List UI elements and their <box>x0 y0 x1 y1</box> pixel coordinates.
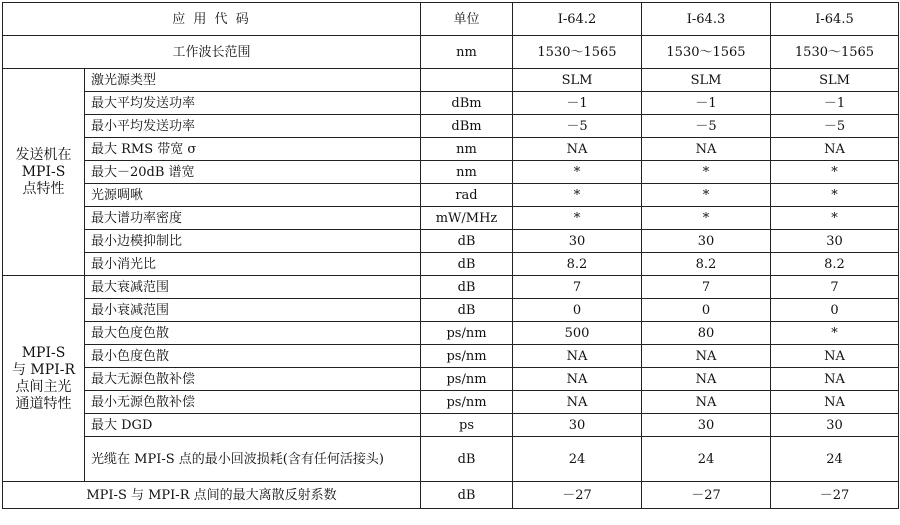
group-label-line: MPI-S <box>21 163 66 180</box>
value-cell: 30 <box>771 414 899 437</box>
table-row <box>3 253 899 276</box>
value-cell: NA <box>771 138 899 161</box>
param-cell: 最小平均发送功率 <box>85 115 421 138</box>
app-code-header: 应 用 代 码 <box>3 3 421 36</box>
table-row <box>3 345 899 368</box>
value-cell: 7 <box>642 276 771 299</box>
unit-cell: ps/nm <box>421 368 513 391</box>
code-header: I-64.2 <box>513 3 642 36</box>
value-cell: NA <box>642 368 771 391</box>
table-row <box>3 368 899 391</box>
table-row <box>3 437 899 482</box>
param-cell: MPI-S 与 MPI-R 点间的最大离散反射系数 <box>3 482 421 509</box>
unit-cell: dBm <box>421 115 513 138</box>
group-label-line: 点间主光 <box>15 378 72 395</box>
spec-table <box>2 2 899 509</box>
unit-cell <box>421 69 513 92</box>
value-cell: －1 <box>771 92 899 115</box>
group-label-line: 通道特性 <box>15 395 72 412</box>
param-cell: 最小色度色散 <box>85 345 421 368</box>
value-cell: －1 <box>513 92 642 115</box>
wavelength-value: 1530～1565 <box>642 36 771 69</box>
value-cell: NA <box>513 345 642 368</box>
unit-cell: ps <box>421 414 513 437</box>
value-cell: NA <box>642 391 771 414</box>
value-cell: * <box>771 207 899 230</box>
unit-cell: rad <box>421 184 513 207</box>
value-cell: * <box>642 207 771 230</box>
value-cell: 7 <box>513 276 642 299</box>
value-cell: SLM <box>771 69 899 92</box>
param-cell: 最大色度色散 <box>85 322 421 345</box>
wavelength-value: 1530～1565 <box>513 36 642 69</box>
value-cell: －5 <box>513 115 642 138</box>
unit-cell: dB <box>421 482 513 509</box>
value-cell: 8.2 <box>513 253 642 276</box>
unit-cell: dBm <box>421 92 513 115</box>
param-cell: 最小边模抑制比 <box>85 230 421 253</box>
value-cell: 7 <box>771 276 899 299</box>
table-row <box>3 138 899 161</box>
param-cell: 光源啁啾 <box>85 184 421 207</box>
wavelength-label: 工作波长范围 <box>3 36 421 69</box>
value-cell: * <box>771 161 899 184</box>
param-cell: 最小衰减范围 <box>85 299 421 322</box>
unit-cell: dB <box>421 253 513 276</box>
unit-cell: dB <box>421 276 513 299</box>
wavelength-unit: nm <box>421 36 513 69</box>
value-cell: －5 <box>642 115 771 138</box>
value-cell: 30 <box>642 414 771 437</box>
wavelength-value: 1530～1565 <box>771 36 899 69</box>
value-cell: 80 <box>642 322 771 345</box>
group-label-line: 发送机在 <box>15 146 72 163</box>
table-row <box>3 482 899 509</box>
value-cell: 24 <box>642 437 771 482</box>
value-cell: 30 <box>513 414 642 437</box>
param-cell: 最小无源色散补偿 <box>85 391 421 414</box>
value-cell: * <box>513 161 642 184</box>
table-row <box>3 207 899 230</box>
unit-cell: ps/nm <box>421 345 513 368</box>
value-cell: NA <box>771 391 899 414</box>
param-cell: 最大平均发送功率 <box>85 92 421 115</box>
wavelength-row <box>3 36 899 69</box>
table-row <box>3 69 899 92</box>
value-cell: 30 <box>771 230 899 253</box>
unit-cell: dB <box>421 437 513 482</box>
value-cell: 0 <box>642 299 771 322</box>
table-row <box>3 322 899 345</box>
param-cell: 最大 DGD <box>85 414 421 437</box>
group-label-line: 点特性 <box>22 180 65 197</box>
value-cell: 30 <box>642 230 771 253</box>
value-cell: NA <box>771 368 899 391</box>
unit-cell: nm <box>421 161 513 184</box>
group-label <box>3 276 85 482</box>
param-cell: 最小消光比 <box>85 253 421 276</box>
table-row <box>3 299 899 322</box>
value-cell: 24 <box>513 437 642 482</box>
value-cell: NA <box>771 345 899 368</box>
value-cell: NA <box>513 391 642 414</box>
unit-cell: dB <box>421 299 513 322</box>
table-row <box>3 161 899 184</box>
table-row <box>3 414 899 437</box>
param-cell: 激光源类型 <box>85 69 421 92</box>
value-cell: * <box>513 184 642 207</box>
value-cell: * <box>771 184 899 207</box>
value-cell: NA <box>513 138 642 161</box>
value-cell: 500 <box>513 322 642 345</box>
value-cell: * <box>513 207 642 230</box>
unit-cell: nm <box>421 138 513 161</box>
table-row <box>3 115 899 138</box>
unit-cell: ps/nm <box>421 391 513 414</box>
param-cell: 最大无源色散补偿 <box>85 368 421 391</box>
value-cell: * <box>642 184 771 207</box>
param-cell: 最大－20dB 谱宽 <box>85 161 421 184</box>
value-cell: SLM <box>513 69 642 92</box>
value-cell: 8.2 <box>642 253 771 276</box>
value-cell: * <box>771 322 899 345</box>
group-label-line: 与 MPI-R <box>11 361 75 378</box>
value-cell: SLM <box>642 69 771 92</box>
value-cell: 0 <box>513 299 642 322</box>
table-row <box>3 92 899 115</box>
table-row <box>3 230 899 253</box>
value-cell: －27 <box>771 482 899 509</box>
value-cell: 8.2 <box>771 253 899 276</box>
value-cell: * <box>642 161 771 184</box>
value-cell: －27 <box>642 482 771 509</box>
code-header: I-64.5 <box>771 3 899 36</box>
param-cell: 最大衰减范围 <box>85 276 421 299</box>
table-row <box>3 184 899 207</box>
unit-cell: dB <box>421 230 513 253</box>
table-row <box>3 276 899 299</box>
unit-header: 单位 <box>421 3 513 36</box>
value-cell: NA <box>642 345 771 368</box>
group-label <box>3 69 85 276</box>
header-row <box>3 3 899 36</box>
value-cell: NA <box>513 368 642 391</box>
table-row <box>3 391 899 414</box>
param-cell: 光缆在 MPI-S 点的最小回波损耗(含有任何活接头) <box>85 437 421 482</box>
value-cell: －1 <box>642 92 771 115</box>
code-header: I-64.3 <box>642 3 771 36</box>
unit-cell: ps/nm <box>421 322 513 345</box>
value-cell: NA <box>642 138 771 161</box>
group-label-line: MPI-S <box>21 344 66 361</box>
param-cell: 最大 RMS 带宽 σ <box>85 138 421 161</box>
value-cell: 30 <box>513 230 642 253</box>
value-cell: 24 <box>771 437 899 482</box>
param-cell: 最大谱功率密度 <box>85 207 421 230</box>
value-cell: 0 <box>771 299 899 322</box>
unit-cell: mW/MHz <box>421 207 513 230</box>
value-cell: －5 <box>771 115 899 138</box>
value-cell: －27 <box>513 482 642 509</box>
